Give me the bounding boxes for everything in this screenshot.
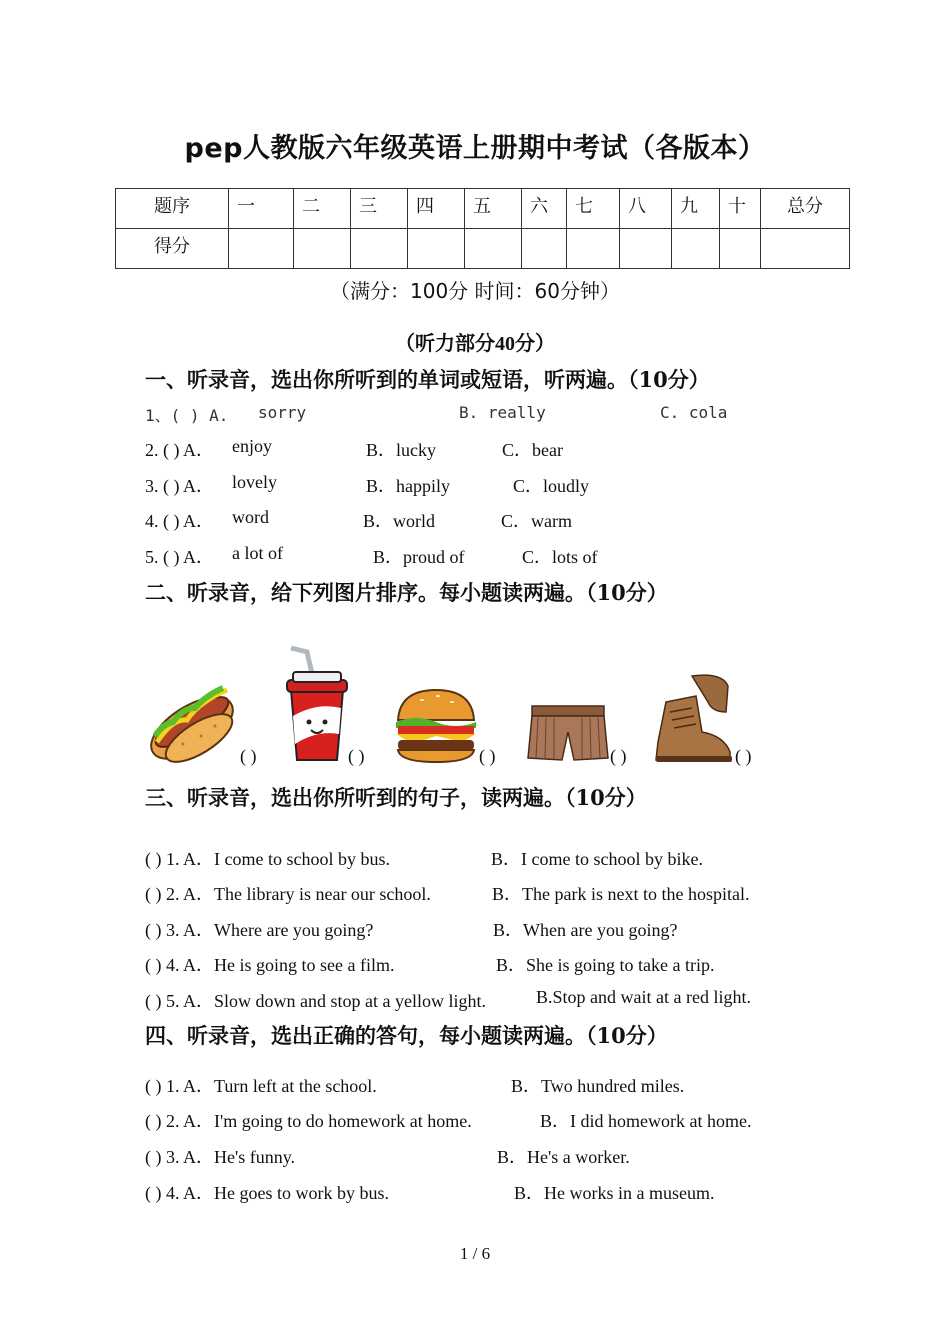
order-blank: ( ) [735,746,752,766]
table-cell: 得分 [116,229,229,269]
score-table-header-row [116,189,850,229]
sentence-option-a: ( ) 3. A．Where are you going? [145,920,374,940]
score-input-cell [567,229,620,269]
score-table [115,188,850,269]
option-b: B．world [363,511,435,531]
sentence-option-a: ( ) 2. A．The library is near our school. [145,884,431,904]
answer-option-b: B．I did homework at home. [540,1111,752,1131]
score-input-cell [408,229,465,269]
option-c: C. cola [660,403,728,422]
option-a: lovely [232,472,277,492]
option-b: B．lucky [366,440,436,460]
option-c: C．loudly [513,476,590,496]
table-cell: 六 [522,189,567,229]
table-cell: 八 [620,189,672,229]
question-number: 2. ( ) A． [145,440,214,460]
score-input-cell [620,229,672,269]
score-input-cell [294,229,351,269]
order-blank: ( ) [479,746,496,766]
sentence-option-a: ( ) 4. A．He is going to see a film. [145,955,395,975]
option-a: sorry [258,403,307,422]
table-cell: 九 [672,189,720,229]
option-a: a lot of [232,543,283,563]
option-c: C．lots of [522,547,598,567]
table-cell: 五 [465,189,522,229]
sentence-option-b: B.Stop and wait at a red light. [536,987,751,1007]
sentence-option-b: B．She is going to take a trip. [496,955,715,975]
table-cell: 一 [229,189,294,229]
sentence-option-a: ( ) 1. A．I come to school by bus. [145,849,390,869]
boots-picture [652,672,734,764]
score-input-cell [720,229,761,269]
listening-subtitle: （听力部分40分） [395,333,555,355]
question-number: 3. ( ) A． [145,476,214,496]
answer-option-a: ( ) 3. A．He's funny. [145,1147,296,1167]
soda-cup-picture [283,646,351,764]
option-b: B．happily [366,476,450,496]
option-c: C．warm [501,511,572,531]
sentence-option-b: B．I come to school by bike. [491,849,703,869]
table-cell: 七 [567,189,620,229]
order-blank: ( ) [240,746,257,766]
section2-heading: 二、听录音，给下列图片排序。每小题读两遍。（10分） [145,580,668,605]
option-c: C．bear [502,440,563,460]
score-input-cell [672,229,720,269]
page-title: pep人教版六年级英语上册期中考试（各版本） [184,133,766,164]
question-number: 4. ( ) A． [145,511,214,531]
table-cell: 三 [351,189,408,229]
score-table-score-row [116,229,850,269]
section1-heading: 一、听录音，选出你所听到的单词或短语，听两遍。（10分） [145,367,710,392]
score-input-cell [761,229,850,269]
section3-heading: 三、听录音，选出你所听到的句子，读两遍。（10分） [145,785,647,810]
hot-dog-picture [143,678,241,764]
table-cell: 总分 [761,189,850,229]
score-input-cell [229,229,294,269]
answer-option-b: B．He works in a museum. [514,1183,715,1203]
table-cell: 十 [720,189,761,229]
shorts-picture [526,704,610,762]
score-input-cell [522,229,567,269]
score-input-cell [465,229,522,269]
answer-option-a: ( ) 2. A．I'm going to do homework at home. [145,1111,472,1131]
page-number: 1 / 6 [459,1244,491,1263]
question-number: 5. ( ) A． [145,547,214,567]
answer-option-b: B．Two hundred miles. [511,1076,685,1096]
exam-info: （满分：100分 时间：60分钟） [330,279,620,303]
table-cell: 四 [408,189,465,229]
order-blank: ( ) [348,746,365,766]
answer-option-a: ( ) 1. A．Turn left at the school. [145,1076,377,1096]
hamburger-picture [392,686,480,764]
answer-option-a: ( ) 4. A．He goes to work by bus. [145,1183,389,1203]
option-b: B．proud of [373,547,465,567]
option-a: enjoy [232,436,272,456]
sentence-option-b: B．When are you going? [493,920,678,940]
section4-heading: 四、听录音，选出正确的答句，每小题读两遍。（10分） [145,1023,668,1048]
table-cell: 题序 [116,189,229,229]
table-cell: 二 [294,189,351,229]
score-input-cell [351,229,408,269]
answer-option-b: B．He's a worker. [497,1147,630,1167]
sentence-option-a: ( ) 5. A．Slow down and stop at a yellow light. [145,991,486,1011]
sentence-option-b: B．The park is next to the hospital. [492,884,750,904]
option-a: word [232,507,269,527]
order-blank: ( ) [610,746,627,766]
option-b: B. really [459,403,546,422]
question-number: 1、( ) A. [145,406,229,425]
